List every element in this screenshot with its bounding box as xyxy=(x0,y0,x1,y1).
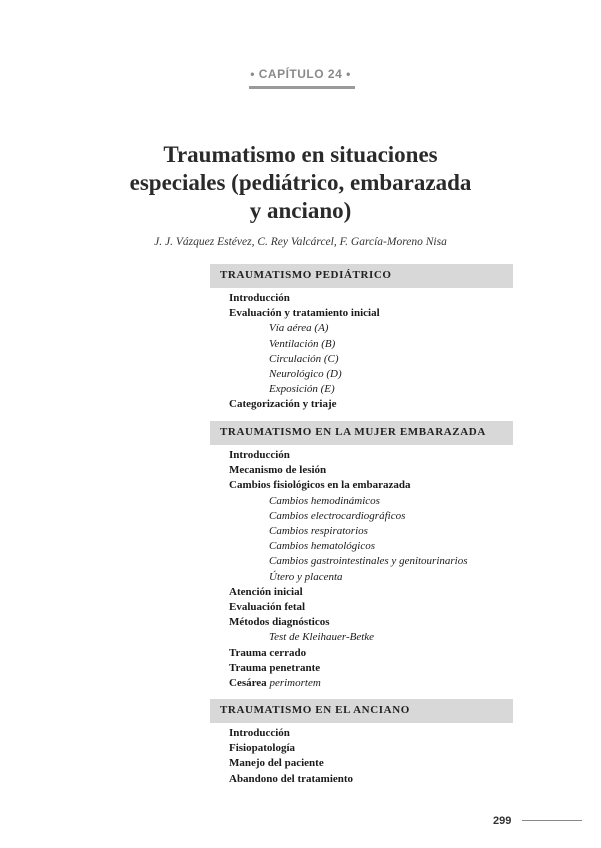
section-list-elderly xyxy=(229,726,353,787)
toc-entry[interactable]: Introducción xyxy=(229,449,290,461)
toc-subentry[interactable]: Cambios electrocardiográficos xyxy=(269,509,406,522)
toc-subentry[interactable]: Útero y placenta xyxy=(269,570,343,583)
toc-entry[interactable]: Trauma cerrado xyxy=(229,646,307,659)
toc-entry-emphasis: perimortem xyxy=(269,677,321,690)
toc-entry[interactable]: Cambios fisiológicos en la embarazada xyxy=(229,479,411,492)
toc-subentry[interactable]: Circulación (C) xyxy=(269,352,339,365)
section-heading: TRAUMATISMO EN LA MUJER EMBARAZADA xyxy=(220,426,486,438)
title-line: especiales (pediátrico, embarazada xyxy=(129,170,472,195)
section-list-pregnant xyxy=(229,448,468,691)
toc-subentry[interactable]: Cambios hematológicos xyxy=(269,540,376,553)
toc-subentry[interactable]: Neurológico (D) xyxy=(269,368,342,381)
toc-entry-label: Cesárea xyxy=(229,677,267,690)
section-header-pregnant xyxy=(210,421,513,445)
page-title xyxy=(0,141,601,225)
toc-subentry[interactable]: Vía aérea (A) xyxy=(269,322,329,335)
page-number-rule xyxy=(522,820,582,821)
toc-subentry[interactable]: Cambios respiratorios xyxy=(269,525,368,538)
toc-entry[interactable]: Evaluación fetal xyxy=(229,601,306,614)
toc-entry[interactable]: Evaluación y tratamiento inicial xyxy=(229,307,380,320)
section-heading: TRAUMATISMO PEDIÁTRICO xyxy=(220,269,392,281)
toc-entry[interactable]: Trauma penetrante xyxy=(229,661,321,674)
section-header-pediatric xyxy=(210,264,513,288)
toc-entry[interactable]: Manejo del paciente xyxy=(229,757,324,770)
toc-entry[interactable]: Abandono del tratamiento xyxy=(229,772,354,785)
chapter-label: • CAPÍTULO 24 • xyxy=(250,67,351,81)
toc-subentry[interactable]: Ventilación (B) xyxy=(269,337,336,350)
title-line: Traumatismo en situaciones xyxy=(163,142,438,167)
toc-entry[interactable]: Fisiopatología xyxy=(229,742,296,755)
toc-entry[interactable]: Métodos diagnósticos xyxy=(229,616,330,629)
toc-subentry[interactable]: Cambios gastrointestinales y genitourinarios xyxy=(269,555,468,568)
section-header-elderly xyxy=(210,699,513,723)
toc-entry[interactable]: Mecanismo de lesión xyxy=(229,464,327,477)
section-heading: TRAUMATISMO EN EL ANCIANO xyxy=(220,704,410,716)
section-list-pediatric xyxy=(229,291,380,413)
toc-subentry[interactable]: Cambios hemodinámicos xyxy=(269,494,380,507)
toc-subentry[interactable]: Exposición (E) xyxy=(269,383,335,396)
toc-entry[interactable]: Atención inicial xyxy=(229,585,303,598)
toc-subentry[interactable]: Test de Kleihauer-Betke xyxy=(269,631,375,644)
toc-entry[interactable] xyxy=(229,676,468,691)
toc-entry[interactable]: Introducción xyxy=(229,727,290,739)
title-line: y anciano) xyxy=(249,198,352,223)
page-number: 299 xyxy=(493,815,512,827)
chapter-rule xyxy=(249,86,355,89)
toc-entry[interactable]: Introducción xyxy=(229,292,290,304)
toc-entry[interactable]: Categorización y triaje xyxy=(229,398,337,411)
authors: J. J. Vázquez Estévez, C. Rey Valcárcel, F. García-Moreno Nisa xyxy=(154,236,447,248)
